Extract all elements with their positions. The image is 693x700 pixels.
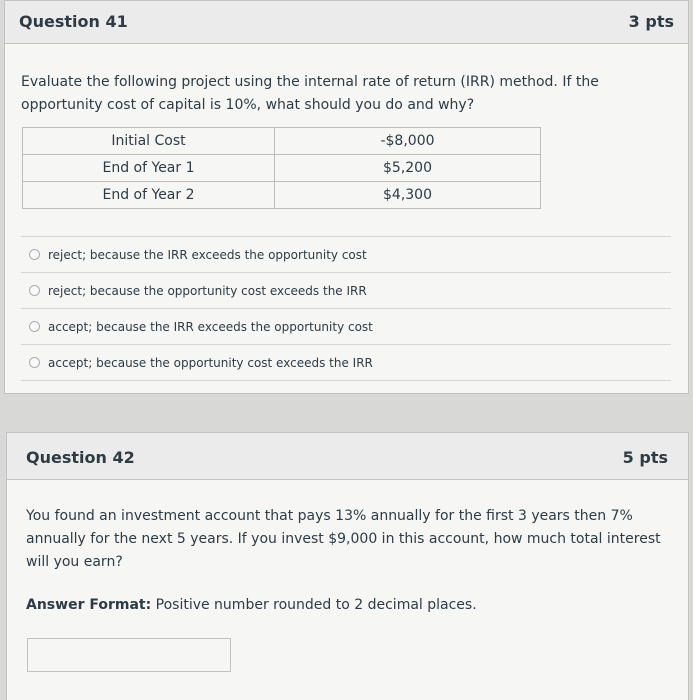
question-41-title: Question 41 (19, 12, 128, 31)
question-42-points: 5 pts (622, 448, 668, 467)
table-row (23, 128, 541, 155)
answer-option-3[interactable] (21, 309, 671, 345)
table-cell-label: End of Year 2 (23, 182, 275, 209)
table-cell-label: Initial Cost (23, 128, 275, 155)
table-cell-label: End of Year 1 (23, 155, 275, 182)
question-41-text: Evaluate the following project using the internal rate of return (IRR) method. If the opportunity cost of capital is 10%, what should you do and why? (21, 74, 599, 113)
radio-button[interactable] (29, 357, 40, 368)
radio-button[interactable] (29, 321, 40, 332)
answer-input[interactable] (27, 638, 231, 672)
table-cell-value: -$8,000 (275, 128, 541, 155)
question-41-points: 3 pts (628, 12, 674, 31)
table-cell-value: $4,300 (275, 182, 541, 209)
question-42-title: Question 42 (26, 448, 135, 467)
radio-button[interactable] (29, 285, 40, 296)
question-42-text: You found an investment account that pays 13% annually for the first 3 years then 7% annually for the next 5 years. If you invest $9,000 in this account, how much total interest will you earn? (26, 508, 661, 570)
answer-format-label: Answer Format: (26, 597, 152, 613)
answer-format-text: Positive number rounded to 2 decimal places. (151, 597, 477, 613)
answer-label[interactable]: accept; because the opportunity cost exceeds the IRR (48, 355, 373, 370)
cash-flow-table (22, 127, 541, 209)
question-41-header (5, 1, 688, 44)
radio-button[interactable] (29, 249, 40, 260)
question-42-header (7, 433, 688, 480)
answer-option-4[interactable] (21, 345, 671, 381)
table-row (23, 155, 541, 182)
question-42-card (6, 432, 689, 700)
table-cell-value: $5,200 (275, 155, 541, 182)
answer-label[interactable]: reject; because the IRR exceeds the opportunity cost (48, 247, 367, 262)
question-41-card (4, 0, 689, 394)
table-row (23, 182, 541, 209)
answer-format (26, 597, 477, 613)
answer-list (21, 236, 671, 381)
answer-label[interactable]: reject; because the opportunity cost exceeds the IRR (48, 283, 367, 298)
answer-option-2[interactable] (21, 273, 671, 309)
answer-label[interactable]: accept; because the IRR exceeds the opportunity cost (48, 319, 373, 334)
answer-option-1[interactable] (21, 236, 671, 273)
